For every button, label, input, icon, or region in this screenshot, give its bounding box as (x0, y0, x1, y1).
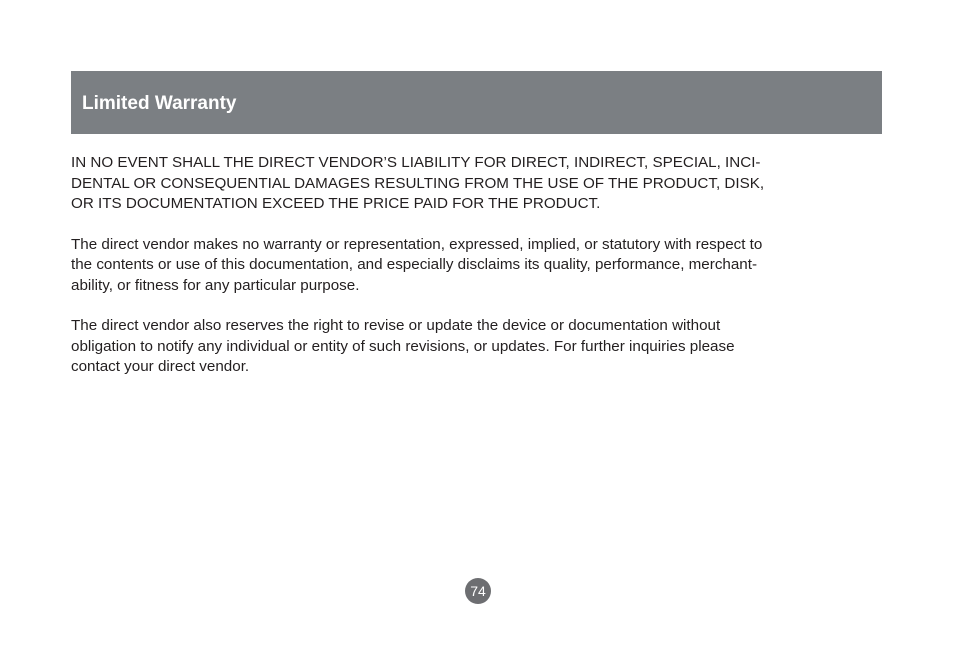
paragraph-line: The direct vendor also reserves the right to revise or update the device or documentation without (71, 317, 721, 334)
no-warranty-paragraph (71, 235, 851, 297)
paragraph-line: the contents or use of this documentation, and especially disclaims its quality, performance, merchant- (71, 256, 758, 273)
section-header-bar (71, 71, 882, 134)
paragraph-line: obligation to notify any individual or entity of such revisions, or updates. For further inquiries please (71, 337, 735, 355)
page-number-text: 74 (470, 583, 486, 599)
paragraph-line: OR ITS DOCUMENTATION EXCEED THE PRICE PAID FOR THE PRODUCT. (71, 195, 601, 212)
revision-rights-paragraph (71, 316, 851, 378)
paragraph-line: IN NO EVENT SHALL THE DIRECT VENDOR’S LIABILITY FOR DIRECT, INDIRECT, SPECIAL, INCI- (71, 154, 761, 171)
section-title: Limited Warranty (82, 92, 237, 114)
paragraph-line: DENTAL OR CONSEQUENTIAL DAMAGES RESULTING FROM THE USE OF THE PRODUCT, DISK, (71, 174, 765, 192)
paragraph-line: ability, or fitness for any particular purpose. (71, 276, 360, 294)
page-number-badge (465, 578, 491, 604)
paragraph-line: The direct vendor makes no warranty or representation, expressed, implied, or statutory with respect to (71, 235, 763, 253)
liability-paragraph (71, 153, 851, 215)
warranty-content (71, 153, 851, 398)
paragraph-line: contact your direct vendor. (71, 358, 250, 375)
